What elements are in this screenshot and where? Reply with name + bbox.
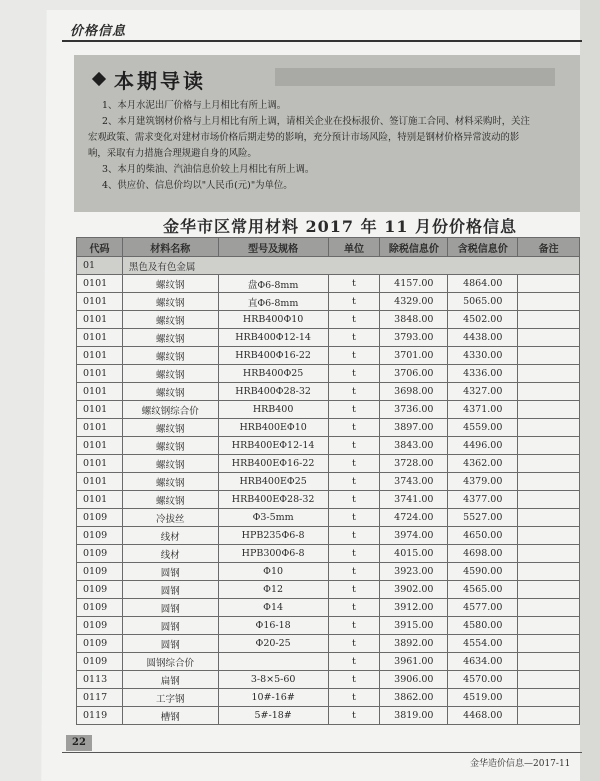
table-row xyxy=(77,563,580,581)
section-header-label: 价格信息 xyxy=(70,24,127,39)
cell-code: 0101 xyxy=(77,491,123,509)
cell-unit: t xyxy=(328,671,380,689)
col-header-spec: 型号及规格 xyxy=(218,238,328,257)
cell-unit: t xyxy=(328,689,380,707)
cell-code: 0101 xyxy=(77,293,123,311)
cell-code: 0109 xyxy=(77,545,123,563)
cell-spec: 3-8×5-60 xyxy=(218,671,328,689)
cell-unit: t xyxy=(328,365,380,383)
cell-price-ex-tax: 3706.00 xyxy=(380,365,448,383)
cell-code: 0101 xyxy=(77,383,123,401)
cell-spec: 5#-18# xyxy=(218,707,328,725)
cell-price-ex-tax: 3741.00 xyxy=(380,491,448,509)
cell-remark xyxy=(518,437,580,455)
table-row xyxy=(77,365,580,383)
cell-code: 0101 xyxy=(77,473,123,491)
cell-code: 0101 xyxy=(77,419,123,437)
cell-spec: HRB400Φ25 xyxy=(218,365,328,383)
cell-price-ex-tax: 3819.00 xyxy=(380,707,448,725)
cell-price-ex-tax: 3974.00 xyxy=(380,527,448,545)
guide-line: 3、本月的柴油、汽油信息价较上月相比有所上调。 xyxy=(102,164,315,175)
cell-remark xyxy=(518,707,580,725)
binding-edge xyxy=(580,0,600,781)
cell-unit: t xyxy=(328,311,380,329)
cell-name: 圆钢 xyxy=(122,599,218,617)
table-header-row xyxy=(77,238,580,257)
cell-price-inc-tax: 4362.00 xyxy=(448,455,518,473)
cell-spec: HRB400EΦ25 xyxy=(218,473,328,491)
cell-price-inc-tax: 4580.00 xyxy=(448,617,518,635)
cell-spec: HRB400EΦ16-22 xyxy=(218,455,328,473)
guide-title xyxy=(84,66,294,92)
cell-price-ex-tax: 3961.00 xyxy=(380,653,448,671)
cell-price-ex-tax: 3728.00 xyxy=(380,455,448,473)
cell-name: 工字钢 xyxy=(122,689,218,707)
cell-price-inc-tax: 4330.00 xyxy=(448,347,518,365)
table-row xyxy=(77,455,580,473)
cell-price-inc-tax: 4559.00 xyxy=(448,419,518,437)
cell-spec: HRB400Φ12-14 xyxy=(218,329,328,347)
cell-price-ex-tax: 3912.00 xyxy=(380,599,448,617)
cell-name: 螺纹钢 xyxy=(122,347,218,365)
cell-spec: HPB300Φ6-8 xyxy=(218,545,328,563)
cell-price-ex-tax: 3862.00 xyxy=(380,689,448,707)
cell-code: 0109 xyxy=(77,653,123,671)
cell-code: 0117 xyxy=(77,689,123,707)
page-number: 22 xyxy=(66,735,92,751)
table-row xyxy=(77,581,580,599)
cell-code: 0101 xyxy=(77,365,123,383)
cell-price-ex-tax: 4015.00 xyxy=(380,545,448,563)
cell-price-ex-tax: 3843.00 xyxy=(380,437,448,455)
cell-code: 0109 xyxy=(77,563,123,581)
cell-price-ex-tax: 3848.00 xyxy=(380,311,448,329)
cell-remark xyxy=(518,455,580,473)
table-row xyxy=(77,671,580,689)
cell-name: 螺纹钢综合价 xyxy=(122,401,218,419)
cell-unit: t xyxy=(328,527,380,545)
table-row xyxy=(77,419,580,437)
cell-spec: Φ10 xyxy=(218,563,328,581)
cell-code: 0109 xyxy=(77,617,123,635)
cell-unit: t xyxy=(328,329,380,347)
cell-spec: Φ16-18 xyxy=(218,617,328,635)
cell-unit: t xyxy=(328,419,380,437)
cell-unit: t xyxy=(328,617,380,635)
cell-code: 0109 xyxy=(77,599,123,617)
table-row xyxy=(77,527,580,545)
cell-remark xyxy=(518,563,580,581)
cell-remark xyxy=(518,653,580,671)
table-row xyxy=(77,329,580,347)
cell-unit: t xyxy=(328,563,380,581)
cell-name: 螺纹钢 xyxy=(122,473,218,491)
cell-unit: t xyxy=(328,437,380,455)
cell-spec: HRB400EΦ12-14 xyxy=(218,437,328,455)
cell-name: 螺纹钢 xyxy=(122,293,218,311)
cell-spec: 直Φ6-8mm xyxy=(218,293,328,311)
cell-price-inc-tax: 4468.00 xyxy=(448,707,518,725)
cell-unit: t xyxy=(328,455,380,473)
cell-code: 0113 xyxy=(77,671,123,689)
cell-remark xyxy=(518,293,580,311)
table-row xyxy=(77,383,580,401)
cell-price-inc-tax: 4634.00 xyxy=(448,653,518,671)
cell-price-inc-tax: 5527.00 xyxy=(448,509,518,527)
cell-price-inc-tax: 4496.00 xyxy=(448,437,518,455)
cell-price-ex-tax: 3701.00 xyxy=(380,347,448,365)
guide-line: 4、供应价、信息价均以"人民币(元)"为单位。 xyxy=(102,180,293,191)
guide-lines xyxy=(88,98,570,194)
section-code: 01 xyxy=(77,257,123,275)
cell-price-inc-tax: 4570.00 xyxy=(448,671,518,689)
cell-name: 槽钢 xyxy=(122,707,218,725)
cell-price-ex-tax: 4329.00 xyxy=(380,293,448,311)
cell-unit: t xyxy=(328,347,380,365)
guide-title-shadow xyxy=(275,68,555,86)
table-row xyxy=(77,617,580,635)
guide-title-text: 本期导读 xyxy=(114,68,206,93)
cell-unit: t xyxy=(328,545,380,563)
cell-unit: t xyxy=(328,599,380,617)
guide-line: 2、本月建筑钢材价格与上月相比有所上调，请相关企业在投标报价、签订施工合同、材料采购时，关注 xyxy=(102,116,530,127)
cell-remark xyxy=(518,635,580,653)
cell-code: 0101 xyxy=(77,311,123,329)
cell-remark xyxy=(518,347,580,365)
cell-name: 螺纹钢 xyxy=(122,311,218,329)
cell-price-ex-tax: 3892.00 xyxy=(380,635,448,653)
cell-price-inc-tax: 4371.00 xyxy=(448,401,518,419)
table-row xyxy=(77,707,580,725)
cell-name: 螺纹钢 xyxy=(122,419,218,437)
cell-remark xyxy=(518,617,580,635)
cell-price-inc-tax: 4698.00 xyxy=(448,545,518,563)
cell-code: 0119 xyxy=(77,707,123,725)
cell-unit: t xyxy=(328,635,380,653)
cell-unit: t xyxy=(328,401,380,419)
col-header-unit: 单位 xyxy=(328,238,380,257)
cell-price-inc-tax: 5065.00 xyxy=(448,293,518,311)
cell-price-ex-tax: 3915.00 xyxy=(380,617,448,635)
col-header-price-inc-tax: 含税信息价 xyxy=(448,238,518,257)
cell-price-inc-tax: 4650.00 xyxy=(448,527,518,545)
cell-name: 螺纹钢 xyxy=(122,491,218,509)
cell-spec: Φ3-5mm xyxy=(218,509,328,527)
cell-price-ex-tax: 3736.00 xyxy=(380,401,448,419)
cell-remark xyxy=(518,509,580,527)
table-row xyxy=(77,635,580,653)
section-row xyxy=(77,257,580,275)
table-row xyxy=(77,689,580,707)
table-row xyxy=(77,293,580,311)
cell-spec: HRB400EΦ10 xyxy=(218,419,328,437)
cell-remark xyxy=(518,689,580,707)
table-row xyxy=(77,437,580,455)
cell-code: 0101 xyxy=(77,275,123,293)
cell-spec: 盘Φ6-8mm xyxy=(218,275,328,293)
cell-price-inc-tax: 4327.00 xyxy=(448,383,518,401)
cell-price-inc-tax: 4377.00 xyxy=(448,491,518,509)
cell-spec: Φ12 xyxy=(218,581,328,599)
cell-unit: t xyxy=(328,473,380,491)
cell-price-inc-tax: 4502.00 xyxy=(448,311,518,329)
guide-line: 1、本月水泥出厂价格与上月相比有所上调。 xyxy=(102,100,287,111)
cell-name: 螺纹钢 xyxy=(122,329,218,347)
cell-name: 螺纹钢 xyxy=(122,383,218,401)
cell-price-inc-tax: 4565.00 xyxy=(448,581,518,599)
cell-remark xyxy=(518,275,580,293)
col-header-remark: 备注 xyxy=(518,238,580,257)
cell-price-inc-tax: 4554.00 xyxy=(448,635,518,653)
cell-remark xyxy=(518,419,580,437)
table-row xyxy=(77,509,580,527)
cell-price-ex-tax: 3743.00 xyxy=(380,473,448,491)
cell-name: 扁钢 xyxy=(122,671,218,689)
cell-remark xyxy=(518,365,580,383)
cell-unit: t xyxy=(328,707,380,725)
cell-spec: Φ14 xyxy=(218,599,328,617)
diamond-bullet-icon xyxy=(92,72,106,86)
cell-name: 螺纹钢 xyxy=(122,455,218,473)
price-table xyxy=(76,237,580,725)
header-rule xyxy=(62,40,582,42)
table-row xyxy=(77,401,580,419)
cell-remark xyxy=(518,599,580,617)
cell-code: 0109 xyxy=(77,527,123,545)
cell-name: 圆钢 xyxy=(122,581,218,599)
cell-price-inc-tax: 4864.00 xyxy=(448,275,518,293)
cell-unit: t xyxy=(328,275,380,293)
cell-name: 圆钢 xyxy=(122,617,218,635)
cell-price-ex-tax: 3793.00 xyxy=(380,329,448,347)
table-row xyxy=(77,473,580,491)
publication-footer: 金华造价信息—2017-11 xyxy=(470,759,571,769)
cell-name: 螺纹钢 xyxy=(122,365,218,383)
footer-rule xyxy=(62,752,582,753)
table-row xyxy=(77,311,580,329)
section-name: 黑色及有色金属 xyxy=(122,257,579,275)
table-row xyxy=(77,275,580,293)
col-header-name: 材料名称 xyxy=(122,238,218,257)
cell-price-ex-tax: 3902.00 xyxy=(380,581,448,599)
cell-price-ex-tax: 4157.00 xyxy=(380,275,448,293)
cell-code: 0101 xyxy=(77,401,123,419)
guide-line: 响，采取有力措施合理规避自身的风险。 xyxy=(88,148,257,159)
cell-spec xyxy=(218,653,328,671)
table-row xyxy=(77,491,580,509)
cell-code: 0109 xyxy=(77,581,123,599)
table-row xyxy=(77,653,580,671)
cell-price-ex-tax: 3698.00 xyxy=(380,383,448,401)
cell-price-inc-tax: 4577.00 xyxy=(448,599,518,617)
cell-remark xyxy=(518,383,580,401)
cell-price-ex-tax: 3923.00 xyxy=(380,563,448,581)
cell-unit: t xyxy=(328,509,380,527)
cell-unit: t xyxy=(328,383,380,401)
table-title: 金华市区常用材料 2017 年 11 月份价格信息 xyxy=(162,217,518,236)
table-row xyxy=(77,599,580,617)
cell-spec: HRB400Φ10 xyxy=(218,311,328,329)
cell-remark xyxy=(518,545,580,563)
cell-price-inc-tax: 4590.00 xyxy=(448,563,518,581)
table-row xyxy=(77,545,580,563)
cell-unit: t xyxy=(328,293,380,311)
cell-price-inc-tax: 4519.00 xyxy=(448,689,518,707)
cell-remark xyxy=(518,311,580,329)
cell-name: 圆钢 xyxy=(122,635,218,653)
cell-spec: HRB400Φ16-22 xyxy=(218,347,328,365)
col-header-code: 代码 xyxy=(77,238,123,257)
cell-price-inc-tax: 4379.00 xyxy=(448,473,518,491)
cell-name: 线材 xyxy=(122,527,218,545)
cell-code: 0109 xyxy=(77,635,123,653)
cell-remark xyxy=(518,671,580,689)
cell-remark xyxy=(518,401,580,419)
cell-name: 螺纹钢 xyxy=(122,437,218,455)
cell-remark xyxy=(518,491,580,509)
cell-name: 圆钢综合价 xyxy=(122,653,218,671)
cell-name: 螺纹钢 xyxy=(122,275,218,293)
cell-name: 线材 xyxy=(122,545,218,563)
cell-unit: t xyxy=(328,653,380,671)
cell-remark xyxy=(518,329,580,347)
cell-price-ex-tax: 3906.00 xyxy=(380,671,448,689)
table-row xyxy=(77,347,580,365)
cell-spec: HRB400 xyxy=(218,401,328,419)
cell-spec: HRB400Φ28-32 xyxy=(218,383,328,401)
cell-remark xyxy=(518,527,580,545)
cell-code: 0101 xyxy=(77,437,123,455)
cell-spec: Φ20-25 xyxy=(218,635,328,653)
cell-name: 圆钢 xyxy=(122,563,218,581)
cell-remark xyxy=(518,581,580,599)
col-header-price-ex-tax: 除税信息价 xyxy=(380,238,448,257)
cell-name: 冷拔丝 xyxy=(122,509,218,527)
cell-remark xyxy=(518,473,580,491)
cell-unit: t xyxy=(328,581,380,599)
cell-price-inc-tax: 4336.00 xyxy=(448,365,518,383)
cell-price-inc-tax: 4438.00 xyxy=(448,329,518,347)
cell-spec: 10#-16# xyxy=(218,689,328,707)
cell-code: 0109 xyxy=(77,509,123,527)
cell-code: 0101 xyxy=(77,329,123,347)
cell-spec: HPB235Φ6-8 xyxy=(218,527,328,545)
cell-code: 0101 xyxy=(77,347,123,365)
cell-unit: t xyxy=(328,491,380,509)
cell-price-ex-tax: 3897.00 xyxy=(380,419,448,437)
cell-spec: HRB400EΦ28-32 xyxy=(218,491,328,509)
cell-price-ex-tax: 4724.00 xyxy=(380,509,448,527)
cell-code: 0101 xyxy=(77,455,123,473)
guide-line: 宏观政策、需求变化对建材市场价格后期走势的影响，充分预计市场风险，特别是钢材价格异常波动的影 xyxy=(88,132,520,143)
